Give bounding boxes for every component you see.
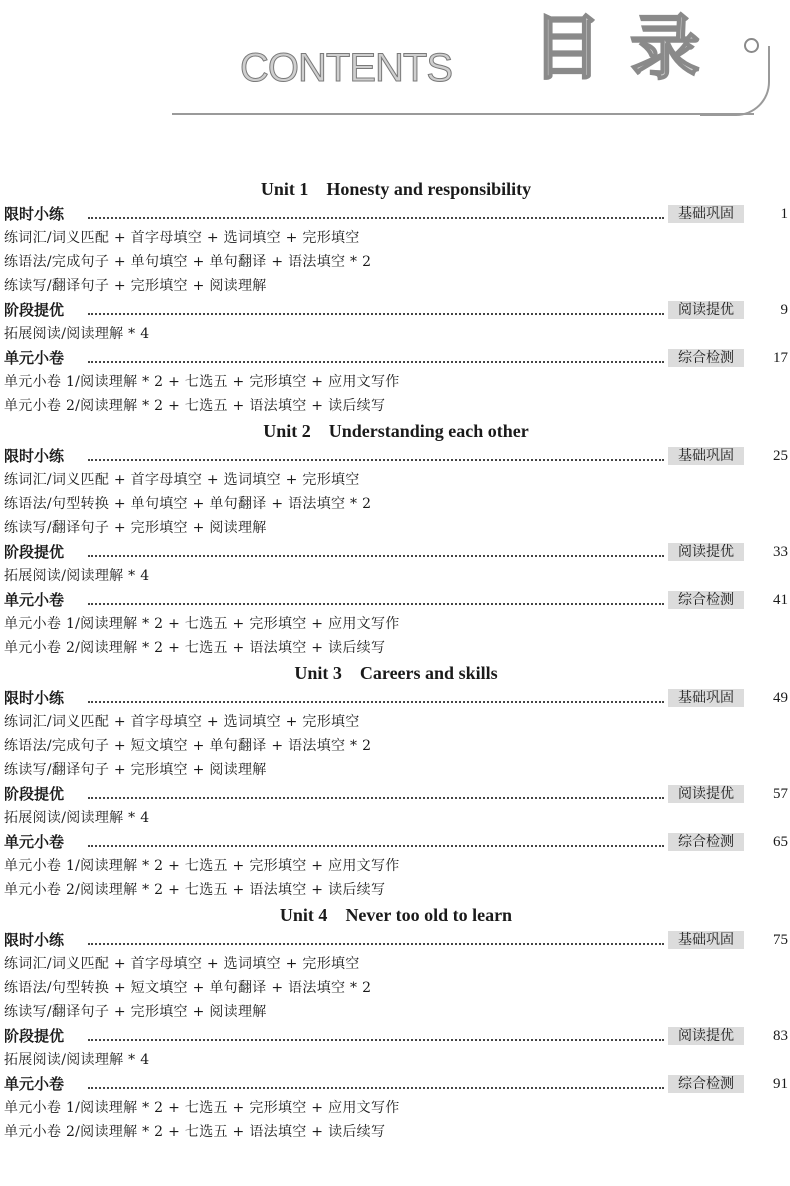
toc-entry[interactable] [0, 588, 790, 612]
subentry-text: 练读写/翻译句子 + 完形填空 + 阅读理解 [4, 762, 267, 778]
subentry-text: 单元小卷 1/阅读理解 * 2 + 七选五 + 完形填空 + 应用文写作 [4, 858, 400, 874]
toc-subentry [0, 1000, 790, 1024]
section-tag: 综合检测 [668, 591, 744, 609]
toc-subentry [0, 976, 790, 1000]
unit-block [0, 176, 790, 418]
subentry-text: 练语法/完成句子 + 单句填空 + 单句翻译 + 语法填空 * 2 [4, 254, 372, 270]
subentry-text: 单元小卷 2/阅读理解 * 2 + 七选五 + 语法填空 + 读后续写 [4, 398, 386, 414]
toc-subentry [0, 734, 790, 758]
unit-block [0, 660, 790, 902]
subentry-text: 拓展阅读/阅读理解 * 4 [4, 568, 150, 584]
toc-subentry [0, 878, 790, 902]
toc-subentry [0, 370, 790, 394]
subentry-text: 单元小卷 1/阅读理解 * 2 + 七选五 + 完形填空 + 应用文写作 [4, 1100, 400, 1116]
subentry-text: 练读写/翻译句子 + 完形填空 + 阅读理解 [4, 520, 267, 536]
section-name: 限时小练 [4, 686, 68, 710]
page-number: 17 [773, 350, 788, 366]
unit-name: Never too old to learn [345, 905, 513, 925]
page-number: 1 [780, 206, 788, 222]
toc-entry[interactable] [0, 1072, 790, 1096]
unit-label: Unit 2 [263, 421, 311, 441]
subentry-text: 拓展阅读/阅读理解 * 4 [4, 810, 150, 826]
section-name: 单元小卷 [4, 830, 68, 854]
toc-subentry [0, 492, 790, 516]
toc-subentry [0, 1048, 790, 1072]
unit-block [0, 902, 790, 1144]
dot-leader [88, 701, 664, 703]
dot-leader [88, 943, 664, 945]
unit-title [0, 176, 790, 202]
unit-block [0, 418, 790, 660]
toc-entry[interactable] [0, 298, 790, 322]
page-header [0, 0, 790, 130]
section-tag: 综合检测 [668, 1075, 744, 1093]
dot-leader [88, 459, 664, 461]
section-name: 阶段提优 [4, 298, 68, 322]
toc-entry[interactable] [0, 202, 790, 226]
section-name: 单元小卷 [4, 1072, 68, 1096]
section-tag: 阅读提优 [668, 301, 744, 319]
subentry-text: 练语法/句型转换 + 单句填空 + 单句翻译 + 语法填空 * 2 [4, 496, 372, 512]
dot-leader [88, 797, 664, 799]
toc-entry[interactable] [0, 830, 790, 854]
page-number: 91 [773, 1076, 788, 1092]
dot-leader [88, 845, 664, 847]
section-tag: 综合检测 [668, 349, 744, 367]
dot-leader [88, 1087, 664, 1089]
dot-leader [88, 1039, 664, 1041]
subentry-text: 练读写/翻译句子 + 完形填空 + 阅读理解 [4, 1004, 267, 1020]
page-number: 33 [773, 544, 788, 560]
page-number: 41 [773, 592, 788, 608]
toc-subentry [0, 394, 790, 418]
unit-title [0, 902, 790, 928]
subentry-text: 练词汇/词义匹配 + 首字母填空 + 选词填空 + 完形填空 [4, 714, 360, 730]
toc-subentry [0, 758, 790, 782]
section-name: 限时小练 [4, 444, 68, 468]
unit-label: Unit 4 [279, 905, 328, 925]
subentry-text: 拓展阅读/阅读理解 * 4 [4, 1052, 150, 1068]
mulu-heading-char-1: 目 [532, 7, 602, 89]
contents-heading: CONTENTS [240, 46, 452, 90]
section-name: 阶段提优 [4, 1024, 68, 1048]
header-decor-ring [744, 38, 759, 53]
toc-subentry [0, 636, 790, 660]
unit-name: Understanding each other [328, 421, 529, 441]
page-number: 9 [780, 302, 788, 318]
section-tag: 基础巩固 [668, 931, 744, 949]
toc-subentry [0, 516, 790, 540]
page-number: 25 [773, 448, 788, 464]
toc-entry[interactable] [0, 686, 790, 710]
toc-subentry [0, 564, 790, 588]
section-tag: 综合检测 [668, 833, 744, 851]
unit-name: Careers and skills [359, 663, 498, 683]
page-number: 83 [773, 1028, 788, 1044]
section-name: 单元小卷 [4, 346, 68, 370]
page-number: 57 [773, 786, 788, 802]
toc-entry[interactable] [0, 928, 790, 952]
subentry-text: 单元小卷 1/阅读理解 * 2 + 七选五 + 完形填空 + 应用文写作 [4, 374, 400, 390]
toc-subentry [0, 612, 790, 636]
header-rule [172, 113, 754, 115]
toc-subentry [0, 710, 790, 734]
section-name: 单元小卷 [4, 588, 68, 612]
dot-leader [88, 603, 664, 605]
header-decor-curve [700, 46, 770, 116]
unit-label: Unit 3 [294, 663, 342, 683]
dot-leader [88, 555, 664, 557]
unit-title [0, 418, 790, 444]
toc-entry[interactable] [0, 444, 790, 468]
toc-subentry [0, 226, 790, 250]
section-tag: 基础巩固 [668, 689, 744, 707]
toc-entry[interactable] [0, 1024, 790, 1048]
toc-subentry [0, 952, 790, 976]
subentry-text: 练语法/句型转换 + 短文填空 + 单句翻译 + 语法填空 * 2 [4, 980, 372, 996]
subentry-text: 练词汇/词义匹配 + 首字母填空 + 选词填空 + 完形填空 [4, 956, 360, 972]
unit-name: Honesty and responsibility [326, 179, 532, 199]
dot-leader [88, 313, 664, 315]
toc-subentry [0, 1096, 790, 1120]
unit-label: Unit 1 [260, 179, 309, 199]
section-tag: 基础巩固 [668, 205, 744, 223]
dot-leader [88, 361, 664, 363]
toc-subentry [0, 468, 790, 492]
toc-subentry [0, 854, 790, 878]
toc-entry[interactable] [0, 540, 790, 564]
toc-subentry [0, 322, 790, 346]
section-tag: 基础巩固 [668, 447, 744, 465]
section-name: 阶段提优 [4, 782, 68, 806]
page-number: 65 [773, 834, 788, 850]
subentry-text: 单元小卷 1/阅读理解 * 2 + 七选五 + 完形填空 + 应用文写作 [4, 616, 400, 632]
dot-leader [88, 217, 664, 219]
toc-subentry [0, 1120, 790, 1144]
section-tag: 阅读提优 [668, 1027, 744, 1045]
toc-subentry [0, 806, 790, 830]
toc-entry[interactable] [0, 346, 790, 370]
section-name: 阶段提优 [4, 540, 68, 564]
subentry-text: 拓展阅读/阅读理解 * 4 [4, 326, 150, 342]
toc-subentry [0, 274, 790, 298]
toc-subentry [0, 250, 790, 274]
table-of-contents [0, 176, 790, 1144]
mulu-heading-char-2: 录 [630, 7, 700, 89]
subentry-text: 单元小卷 2/阅读理解 * 2 + 七选五 + 语法填空 + 读后续写 [4, 882, 386, 898]
page-number: 75 [773, 932, 788, 948]
unit-title [0, 660, 790, 686]
subentry-text: 练词汇/词义匹配 + 首字母填空 + 选词填空 + 完形填空 [4, 472, 360, 488]
section-name: 限时小练 [4, 928, 68, 952]
subentry-text: 单元小卷 2/阅读理解 * 2 + 七选五 + 语法填空 + 读后续写 [4, 1124, 386, 1140]
toc-entry[interactable] [0, 782, 790, 806]
section-name: 限时小练 [4, 202, 68, 226]
subentry-text: 练读写/翻译句子 + 完形填空 + 阅读理解 [4, 278, 267, 294]
subentry-text: 练词汇/词义匹配 + 首字母填空 + 选词填空 + 完形填空 [4, 230, 360, 246]
page-number: 49 [773, 690, 788, 706]
section-tag: 阅读提优 [668, 543, 744, 561]
section-tag: 阅读提优 [668, 785, 744, 803]
subentry-text: 练语法/完成句子 + 短文填空 + 单句翻译 + 语法填空 * 2 [4, 738, 372, 754]
subentry-text: 单元小卷 2/阅读理解 * 2 + 七选五 + 语法填空 + 读后续写 [4, 640, 386, 656]
